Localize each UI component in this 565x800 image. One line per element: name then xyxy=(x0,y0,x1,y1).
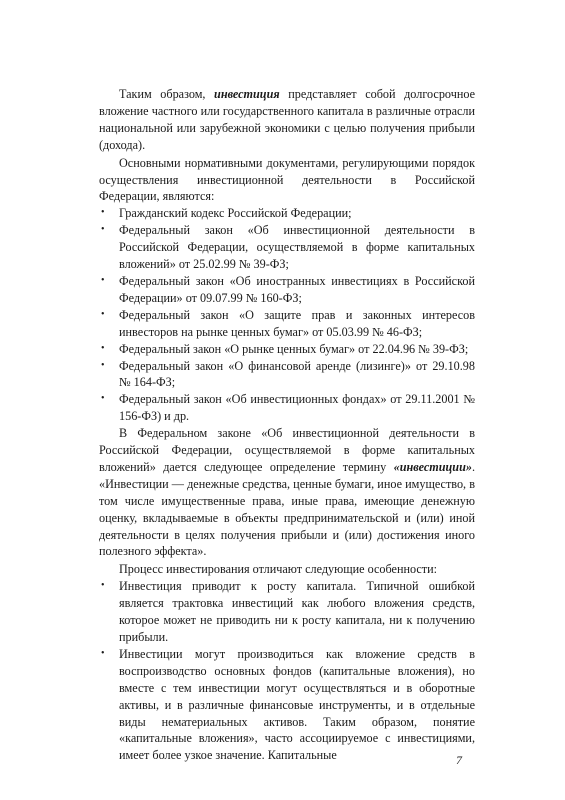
bullet-icon: • xyxy=(101,393,105,405)
page-number: 7 xyxy=(456,753,462,767)
bullet-icon: • xyxy=(101,224,105,236)
term-investment: инвестиция xyxy=(214,87,280,101)
list-item-text: Инвестиции могут производиться как вложение средств в воспроизводство основных фондов (капитальные вложения), но вместе с тем инвестиции могут осуществляться и в оборотные активы, и в различные финансовые инструменты, и в отдельные виды нематериальных активов. Таким образом, понятие «капитальные вложения», часто ассоциируемое с инвестициями, имеет более узкое значение. Капитальные xyxy=(119,646,475,763)
definition-paragraph xyxy=(99,425,475,560)
list-item-text: Гражданский кодекс Российской Федерации; xyxy=(119,206,352,221)
list-item xyxy=(99,646,475,764)
list-item-text: Федеральный закон «Об инвестиционной деятельности в Российской Федерации, осуществляемой в форме капитальных вложений» от 25.02.99 № 39-ФЗ; xyxy=(119,223,475,272)
documents-list xyxy=(99,205,475,425)
term-investments: «инвестиции» xyxy=(393,459,472,474)
list-item-text: Федеральный закон «О защите прав и законных интересов инвесторов на рынке ценных бумаг» от 05.03.99 № 46-ФЗ; xyxy=(119,307,475,339)
list-item-text: Федеральный закон «О финансовой аренде (лизинге)» от 29.10.98 № 164-ФЗ; xyxy=(119,358,475,390)
bullet-icon: • xyxy=(101,342,105,354)
bullet-icon: • xyxy=(101,359,105,371)
definition-text-after: . «Инвестиции — денежные средства, ценные бумаги, иное имущество, в том числе имущественные права, иные права, имеющие денежную оценку, вкладываемые в объекты предпринимательской и (или) иной деятельности в целях получения прибыли и (или) достижения иного полезного эффекта». xyxy=(99,459,475,559)
list-item xyxy=(99,273,475,307)
features-intro-paragraph: Процесс инвестирования отличают следующие особенности: xyxy=(119,562,438,577)
bullet-icon: • xyxy=(101,274,105,286)
list-item-text: Инвестиция приводит к росту капитала. Типичной ошибкой является трактовка инвестиций как любого вложения средств, которое может не приводить ни к росту капитала, ни к получению прибыли. xyxy=(119,579,475,644)
intro-paragraph xyxy=(99,86,475,154)
list-item xyxy=(99,391,475,425)
list-item xyxy=(99,205,475,222)
bullet-icon: • xyxy=(101,580,105,592)
features-list xyxy=(99,578,475,764)
list-item-text: Федеральный закон «Об иностранных инвестициях в Российской Федерации» от 09.07.99 № 160-ФЗ; xyxy=(119,273,475,305)
list-item xyxy=(99,358,475,392)
bullet-icon: • xyxy=(101,647,105,659)
definition-text-before: В Федеральном законе «Об инвестиционной деятельности в Российской Федерации, осуществляемой в форме капитальных вложений» дается следующее определение термину xyxy=(99,426,475,474)
list-item xyxy=(99,307,475,341)
bullet-icon: • xyxy=(101,207,105,219)
intro-text-after: представляет собой долгосрочное вложение частного или государственного капитала в различные отрасли национальной или зарубежной экономики с целью получения прибыли (дохода). xyxy=(99,87,475,152)
list-item-text: Федеральный закон «Об инвестиционных фондах» от 29.11.2001 № 156-ФЗ) и др. xyxy=(119,392,475,424)
list-item xyxy=(99,578,475,646)
documents-intro-paragraph: Основными нормативными документами, регулирующими порядок осуществления инвестиционной деятельности в Российской Федерации, являются: xyxy=(99,155,475,204)
list-item xyxy=(99,222,475,273)
bullet-icon: • xyxy=(101,308,105,320)
list-item-text: Федеральный закон «О рынке ценных бумаг» от 22.04.96 № 39-ФЗ; xyxy=(119,341,469,356)
list-item xyxy=(99,341,475,358)
document-page xyxy=(99,86,475,764)
intro-text-before: Таким образом, xyxy=(119,87,215,101)
